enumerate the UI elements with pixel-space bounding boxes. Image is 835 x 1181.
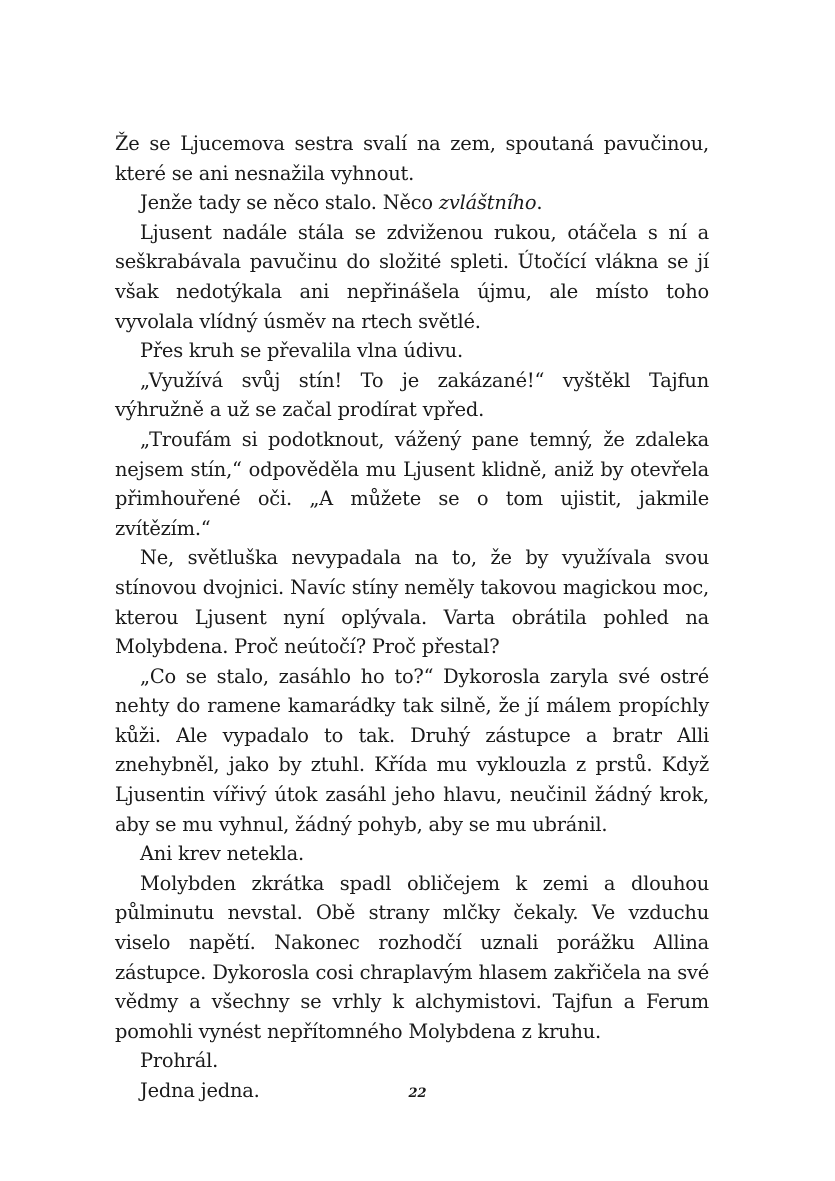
body-text xyxy=(115,129,709,1106)
paragraph: Že se Ljucemova sestra svalí na zem, spoutaná pavučinou, které se ani nesnažila vyhnout. xyxy=(115,132,709,185)
paragraph-text: Jenže tady se něco stalo. Něco xyxy=(140,191,439,215)
paragraph: „Troufám si podotknout, vážený pane temný, že zdaleka nejsem stín,“ odpověděla mu Ljusent klidně, aniž by otevřela přimhouřené oči. „A můžete se o tom ujistit, jakmile zvítězím.“ xyxy=(115,427,709,540)
paragraph: Ne, světluška nevypadala na to, že by využívala svou stínovou dvojnici. Navíc stíny neměly takovou magickou moc, kterou Ljusent nyní oplývala. Varta obrátila pohled na Molybdena. Proč neútočí? Proč přestal? xyxy=(115,546,709,659)
paragraph xyxy=(115,188,709,218)
paragraph: Ljusent nadále stála se zdviženou rukou, otáčela s ní a seškrabávala pavučinu do složité spleti. Útočící vlákna se jí však nedotýkala ani nepřinášela újmu, ale místo toho vyvolala vlídný úsměv na rtech světlé. xyxy=(115,220,709,333)
page-number: 22 xyxy=(408,1086,427,1101)
paragraph-text: . xyxy=(536,191,543,215)
paragraph: „Co se stalo, zasáhlo ho to?“ Dykorosla zaryla své ostré nehty do ramene kamarádky tak silně, že jí málem propíchly kůži. Ale vypadalo to tak. Druhý zástupce a bratr Alli znehybněl, jako by ztuhl. Křída mu vyklouzla z prstů. Když Ljusentin vířivý útok zasáhl jeho hlavu, neučinil žádný krok, aby se mu vyhnul, žádný pohyb, aby se mu ubránil. xyxy=(115,664,709,836)
paragraph: „Využívá svůj stín! To je zakázané!“ vyštěkl Tajfun výhružně a už se začal prodírat vpřed. xyxy=(115,368,709,422)
paragraph: Přes kruh se převalila vlna údivu. xyxy=(140,339,463,363)
paragraph: Jedna jedna. xyxy=(140,1079,260,1102)
emphasis-text: zvláštního xyxy=(438,191,537,215)
paragraph: Molybden zkrátka spadl obličejem k zemi a dlouhou půlminutu nevstal. Obě strany mlčky čekaly. Ve vzduchu viselo napětí. Nakonec rozhodčí uznali porážku Allina zástupce. Dykorosla cosi chraplavým hlasem zakřičela na své vědmy a všechny se vrhly k alchymistovi. Tajfun a Ferum pomohli vynést nepřítomného Molybdena z kruhu. xyxy=(115,871,709,1043)
paragraph: Ani krev netekla. xyxy=(140,842,304,866)
paragraph: Prohrál. xyxy=(140,1049,219,1073)
